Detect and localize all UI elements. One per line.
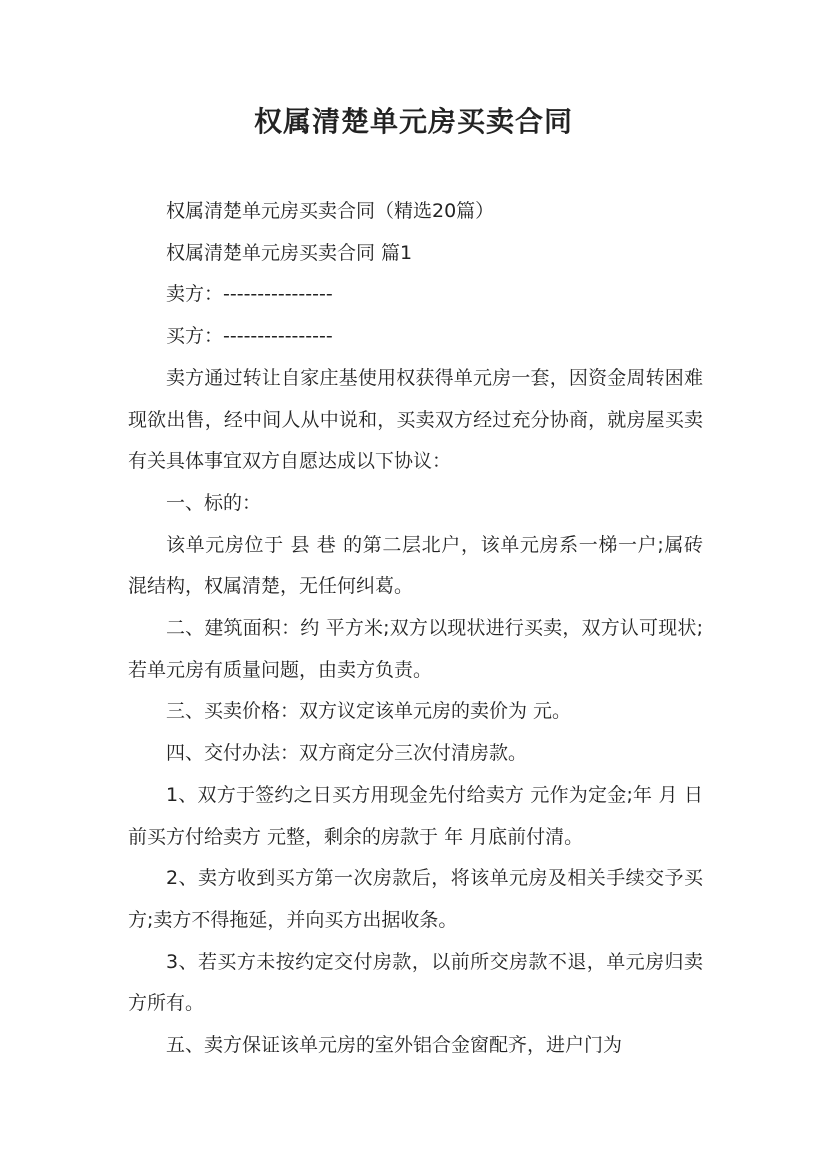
paragraph-clause-4-item-1: 1、双方于签约之日买方用现金先付给卖方 元作为定金;年 月 日前买方付给卖方 元整，剩余的房款于 年 月底前付清。 <box>128 783 703 848</box>
paragraph-clause-1-body: 该单元房位于 县 巷 的第二层北户，该单元房系一梯一户;属砖混结构，权属清楚，无任何纠葛。 <box>128 533 703 598</box>
paragraph-clause-4: 四、交付办法：双方商定分三次付清房款。 <box>166 742 528 765</box>
paragraph-seller: 卖方：---------------- <box>166 283 333 306</box>
paragraph-clause-4-item-2: 2、卖方收到买方第一次房款后，将该单元房及相关手续交予买方;卖方不得拖延，并向买方出据收条。 <box>128 867 703 931</box>
paragraph-clause-1-heading: 一、标的： <box>166 491 262 514</box>
paragraph-clause-3: 三、买卖价格：双方议定该单元房的卖价为 元。 <box>166 700 572 723</box>
document-body <box>128 191 703 1067</box>
document-title: 权属清楚单元房买卖合同 <box>253 105 573 138</box>
paragraph-clause-5: 五、卖方保证该单元房的室外铝合金窗配齐，进户门为 <box>166 1034 623 1057</box>
paragraph-section-heading: 权属清楚单元房买卖合同 篇1 <box>166 241 413 264</box>
paragraph-subtitle: 权属清楚单元房买卖合同（精选20篇） <box>166 200 495 222</box>
paragraph-buyer: 买方：---------------- <box>166 325 333 348</box>
paragraph-clause-2: 二、建筑面积：约 平方米;双方以现状进行买卖，双方认可现状;若单元房有质量问题，由卖方负责。 <box>128 617 703 681</box>
paragraph-preamble: 卖方通过转让自家庄基使用权获得单元房一套，因资金周转困难现欲出售，经中间人从中说和，买卖双方经过充分协商，就房屋买卖有关具体事宜双方自愿达成以下协议： <box>128 366 703 473</box>
paragraph-clause-4-item-3: 3、若买方未按约定交付房款，以前所交房款不退，单元房归卖方所有。 <box>128 950 703 1015</box>
